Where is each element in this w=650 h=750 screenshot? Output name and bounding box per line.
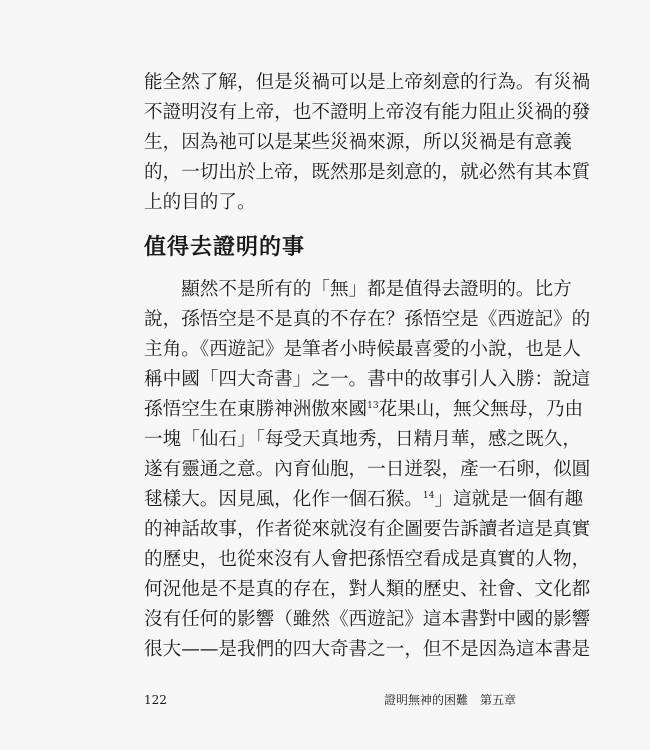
- text-segment: 毬樣大。因見風，化作一個石猴。: [144, 489, 423, 510]
- text-line-with-footnote: [144, 395, 584, 425]
- page-footer: [144, 690, 516, 710]
- text-segment: 孫悟空生在東勝神洲傲來國: [144, 399, 368, 420]
- footnote-ref[interactable]: 13: [367, 401, 379, 411]
- running-header: 證明無神的困難 第五章: [383, 693, 516, 707]
- text-line: 稱中國「四大奇書」之一。書中的故事引人入勝：說這: [144, 369, 591, 390]
- paragraph-1: [144, 68, 591, 218]
- section-heading: 值得去證明的事: [144, 235, 306, 260]
- text-line: 能全然了解，但是災禍可以是上帝刻意的行為。有災禍: [144, 72, 591, 93]
- text-line: 一塊「仙石」「每受天真地秀，日精月華，感之既久，: [144, 429, 581, 450]
- text-line: 說，孫悟空是不是真的不存在？孫悟空是《西遊記》的: [144, 309, 591, 330]
- text-line: 上的目的了。: [144, 192, 256, 213]
- page-number: 122: [144, 693, 167, 707]
- text-line: 沒有任何的影響（雖然《西遊記》這本書對中國的影響: [144, 609, 591, 630]
- text-line: 主角。《西遊記》是筆者小時候最喜愛的小說，也是人: [144, 339, 581, 360]
- text-line: 遂有靈通之意。內育仙胞，一日迸裂，產一石卵，似圓: [144, 459, 591, 480]
- text-line: 的，一切出於上帝，既然那是刻意的，就必然有其本質: [144, 162, 591, 183]
- text-line: 的神話故事，作者從來就沒有企圖要告訴讀者這是真實: [144, 519, 591, 540]
- text-segment: 花果山，無父無母，乃由: [378, 399, 584, 420]
- text-line: 很大——是我們的四大奇書之一，但不是因為這本書是: [144, 639, 591, 660]
- text-line: 生，因為祂可以是某些災禍來源，所以災禍是有意義: [144, 132, 572, 153]
- text-segment: 」這就是一個有趣: [434, 489, 584, 510]
- text-line-with-footnote: [144, 485, 584, 515]
- text-line: 何況他是不是真的存在，對人類的歷史、社會、文化都: [144, 579, 591, 600]
- text-line: 顯然不是所有的「無」都是值得去證明的。比方: [144, 279, 572, 300]
- text-line: 的歷史，也從來沒有人會把孫悟空看成是真實的人物，: [144, 549, 591, 570]
- paragraph-2: [144, 275, 591, 665]
- footnote-ref[interactable]: 14: [422, 491, 435, 501]
- text-line: 不證明沒有上帝，也不證明上帝沒有能力阻止災禍的發: [144, 102, 591, 123]
